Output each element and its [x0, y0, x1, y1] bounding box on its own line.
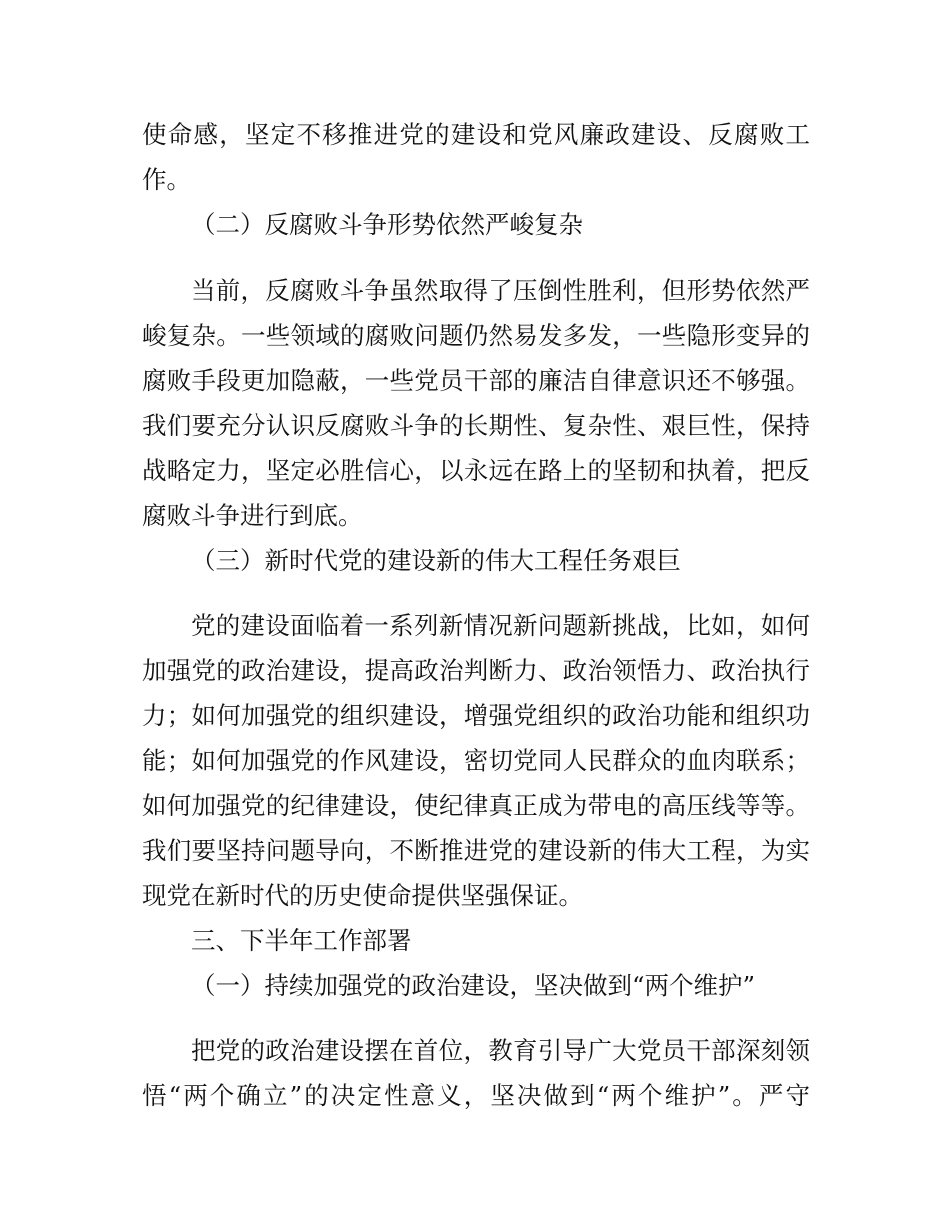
text-line: 腐败手段更加隐蔽，一些党员干部的廉洁自律意识还不够强。 [142, 366, 810, 395]
text-line: 峻复杂。一些领域的腐败问题仍然易发多发，一些隐形变异的 [142, 321, 810, 350]
section-heading: 三、下半年工作部署 [191, 926, 412, 955]
text-line: 力；如何加强党的组织建设，增强党组织的政治功能和组织功 [142, 701, 810, 730]
section-heading: （三）新时代党的建设新的伟大工程任务艰巨 [191, 546, 681, 575]
text-line: 作。 [142, 165, 191, 194]
document-page [142, 113, 810, 1113]
text-line: 现党在新时代的历史使命提供坚强保证。 [142, 881, 583, 910]
text-line: 我们要充分认识反腐败斗争的长期性、复杂性、艰巨性，保持 [142, 411, 810, 440]
text-line: 把党的政治建设摆在首位，教育引导广大党员干部深刻领 [191, 1036, 810, 1065]
text-line: 加强党的政治建设，提高政治判断力、政治领悟力、政治执行 [142, 656, 810, 685]
text-line: 使命感，坚定不移推进党的建设和党风廉政建设、反腐败工 [142, 120, 810, 149]
text-line: 悟“两个确立”的决定性意义，坚决做到“两个维护”。严守 [142, 1081, 810, 1110]
text-line: 如何加强党的纪律建设，使纪律真正成为带电的高压线等等。 [142, 791, 810, 820]
text-line: 党的建设面临着一系列新情况新问题新挑战，比如，如何 [191, 611, 810, 640]
text-line: 能；如何加强党的作风建设，密切党同人民群众的血肉联系； [142, 746, 810, 775]
text-line: 战略定力，坚定必胜信心，以永远在路上的坚韧和执着，把反 [142, 456, 810, 485]
text-line: 当前，反腐败斗争虽然取得了压倒性胜利，但形势依然严 [191, 276, 810, 305]
text-line: 腐败斗争进行到底。 [142, 501, 363, 530]
section-heading: （一）持续加强党的政治建设，坚决做到“两个维护” [191, 971, 756, 1000]
text-line: 我们要坚持问题导向，不断推进党的建设新的伟大工程，为实 [142, 836, 810, 865]
section-heading: （二）反腐败斗争形势依然严峻复杂 [191, 210, 583, 239]
